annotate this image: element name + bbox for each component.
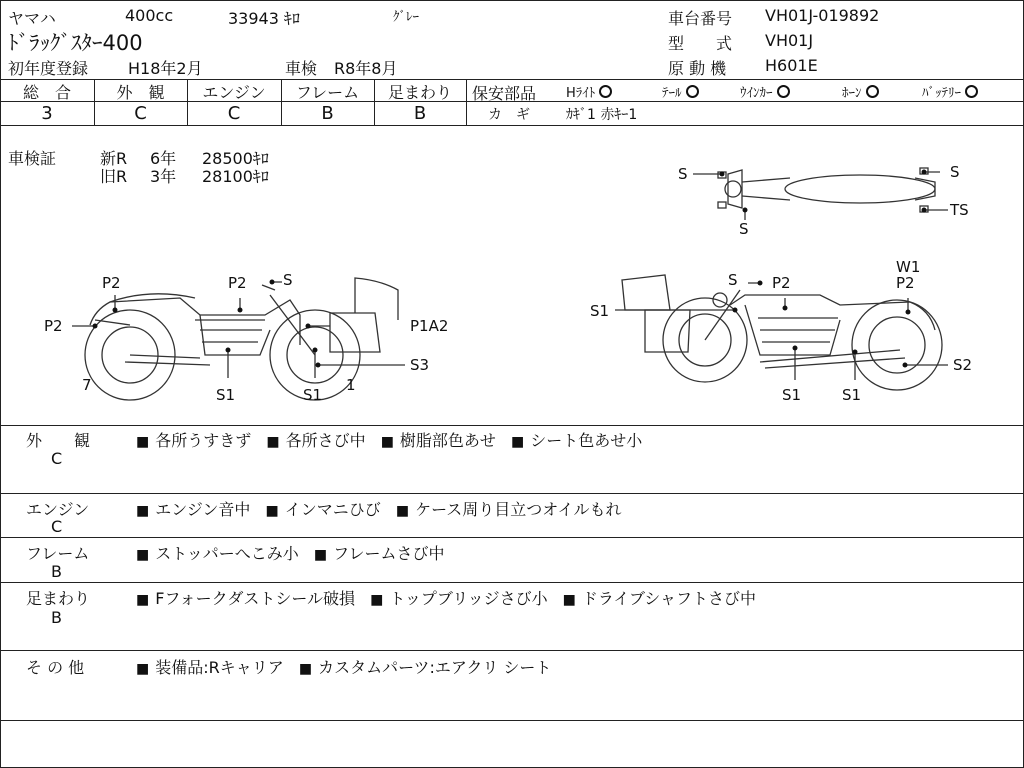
- ok-circle-icon: [866, 85, 879, 98]
- diagram-label: S1: [303, 386, 323, 404]
- diagram-label: TS: [950, 201, 969, 219]
- grade-header-exterior: 外 観: [116, 83, 165, 102]
- grade-value-frame: B: [321, 103, 334, 124]
- key-value: ｶｷﾞ1 赤ｷｰ1: [566, 107, 638, 123]
- diagram-label: P2: [896, 274, 915, 292]
- diagram-label: S1: [782, 386, 802, 404]
- remark-items-engine: ■ エンジン音中 ■ インマニひび ■ ケース周り目立つオイルもれ: [136, 500, 622, 519]
- safety-item-winker: ｳｲﾝｶｰ: [740, 82, 790, 101]
- grade-header-overall: 総 合: [22, 83, 71, 102]
- diagram-label: S1: [842, 386, 862, 404]
- model-type-label: 型 式: [668, 34, 733, 53]
- remark-label-frame: フレーム: [26, 544, 90, 563]
- displacement: 400cc: [125, 6, 174, 25]
- engine-model-label: 原 動 機: [668, 59, 727, 78]
- key-label: カ ギ: [488, 107, 530, 123]
- safety-item-horn: ﾎｰﾝ: [842, 82, 879, 101]
- diagram-label: P2: [44, 317, 63, 335]
- remark-items-other: ■ 装備品:Rキャリア ■ カスタムパーツ:エアクリ シート: [136, 658, 552, 677]
- top-view-bike-icon: [718, 168, 935, 212]
- grade-value-engine: C: [227, 103, 241, 124]
- diagram-label: 1: [346, 376, 356, 394]
- diagram-label: P1A2: [410, 317, 449, 335]
- remark-items-exterior: ■ 各所うすきず ■ 各所さび中 ■ 樹脂部色あせ ■ シート色あせ小: [136, 431, 643, 450]
- remarks-divider: [0, 650, 1024, 651]
- remark-items-suspension: ■ Fフォークダストシール破損 ■ トップブリッジさび小 ■ ドライブシャフトさび中: [136, 589, 756, 608]
- remark-grade-engine: C: [51, 517, 63, 536]
- ok-circle-icon: [599, 85, 612, 98]
- body-color: ｸﾞﾚｰ: [393, 10, 419, 25]
- right-side-bike-icon: [622, 275, 942, 390]
- grade-value-exterior: C: [134, 103, 147, 124]
- grade-value-overall: 3: [41, 103, 53, 124]
- diagram-label: S: [728, 271, 738, 289]
- diagram-label: S1: [590, 302, 610, 320]
- ok-circle-icon: [686, 85, 699, 98]
- remark-label-other: そ の 他: [26, 658, 85, 677]
- grade-value-suspension: B: [413, 103, 427, 124]
- diagram-label: W1: [896, 258, 921, 276]
- remark-label-engine: エンジン: [26, 500, 90, 519]
- grade-col-divider: [466, 79, 467, 125]
- diagram-label: 7: [82, 376, 92, 394]
- safety-mid-line: [466, 101, 1024, 102]
- chassis-number-value: VH01J-019892: [765, 6, 880, 25]
- safety-item-battery: ﾊﾞｯﾃﾘｰ: [922, 82, 978, 101]
- diagram-label: S: [678, 165, 688, 183]
- safety-item-taillight: ﾃｰﾙ: [662, 82, 699, 101]
- maker: ヤマハ: [8, 9, 56, 28]
- diagram-label: S2: [953, 356, 973, 374]
- model-type-value: VH01J: [765, 31, 814, 50]
- damage-diagram: [0, 130, 1024, 425]
- remarks-divider: [0, 537, 1024, 538]
- remarks-bottom-line: [0, 720, 1024, 721]
- safety-parts-label: 保安部品: [472, 84, 537, 103]
- first-registration-value: H18年2月: [128, 59, 203, 78]
- ok-circle-icon: [965, 85, 978, 98]
- mileage: 33943 ｷﾛ: [228, 9, 300, 28]
- inspection-label: 車検: [285, 59, 318, 78]
- inspection-value: R8年8月: [334, 59, 398, 78]
- certificate-new-km: 28500ｷﾛ: [202, 149, 269, 168]
- grade-header-frame: フレーム: [295, 83, 360, 102]
- chassis-number-label: 車台番号: [668, 9, 733, 28]
- remark-grade-frame: B: [51, 562, 62, 581]
- remarks-divider: [0, 582, 1024, 583]
- certificate-new-year: 6年: [150, 149, 177, 168]
- safety-item-headlight: Hﾗｲﾄ: [566, 82, 612, 101]
- diagram-label: S: [739, 220, 749, 238]
- certificate-label: 車検証: [8, 149, 57, 168]
- remark-grade-exterior: C: [51, 449, 63, 468]
- grade-header-suspension: 足まわり: [387, 83, 452, 102]
- diagram-label: P2: [102, 274, 121, 292]
- grade-header-engine: エンジン: [202, 83, 266, 102]
- diagram-label: P2: [772, 274, 791, 292]
- diagram-label: S: [950, 163, 960, 181]
- remark-grade-suspension: B: [51, 608, 62, 627]
- diagram-label: P2: [228, 274, 247, 292]
- remarks-divider: [0, 493, 1024, 494]
- certificate-new-label: 新R: [100, 149, 128, 168]
- ok-circle-icon: [777, 85, 790, 98]
- diagram-label: S1: [216, 386, 236, 404]
- model-name: ﾄﾞﾗｯｸﾞｽﾀｰ400: [8, 31, 143, 55]
- engine-model-value: H601E: [765, 56, 818, 75]
- diagram-label: S3: [410, 356, 430, 374]
- certificate-old-year: 3年: [150, 167, 177, 186]
- remark-label-suspension: 足まわり: [26, 589, 91, 608]
- first-registration-label: 初年度登録: [8, 59, 89, 78]
- remarks-top-line: [0, 425, 1024, 426]
- remark-items-frame: ■ ストッパーへこみ小 ■ フレームさび中: [136, 544, 445, 563]
- certificate-old-label: 旧R: [100, 167, 128, 186]
- diagram-label: S: [283, 271, 293, 289]
- certificate-old-km: 28100ｷﾛ: [202, 167, 269, 186]
- remark-label-exterior: 外 観: [26, 431, 91, 450]
- grade-table-bottom-line: [0, 125, 1024, 126]
